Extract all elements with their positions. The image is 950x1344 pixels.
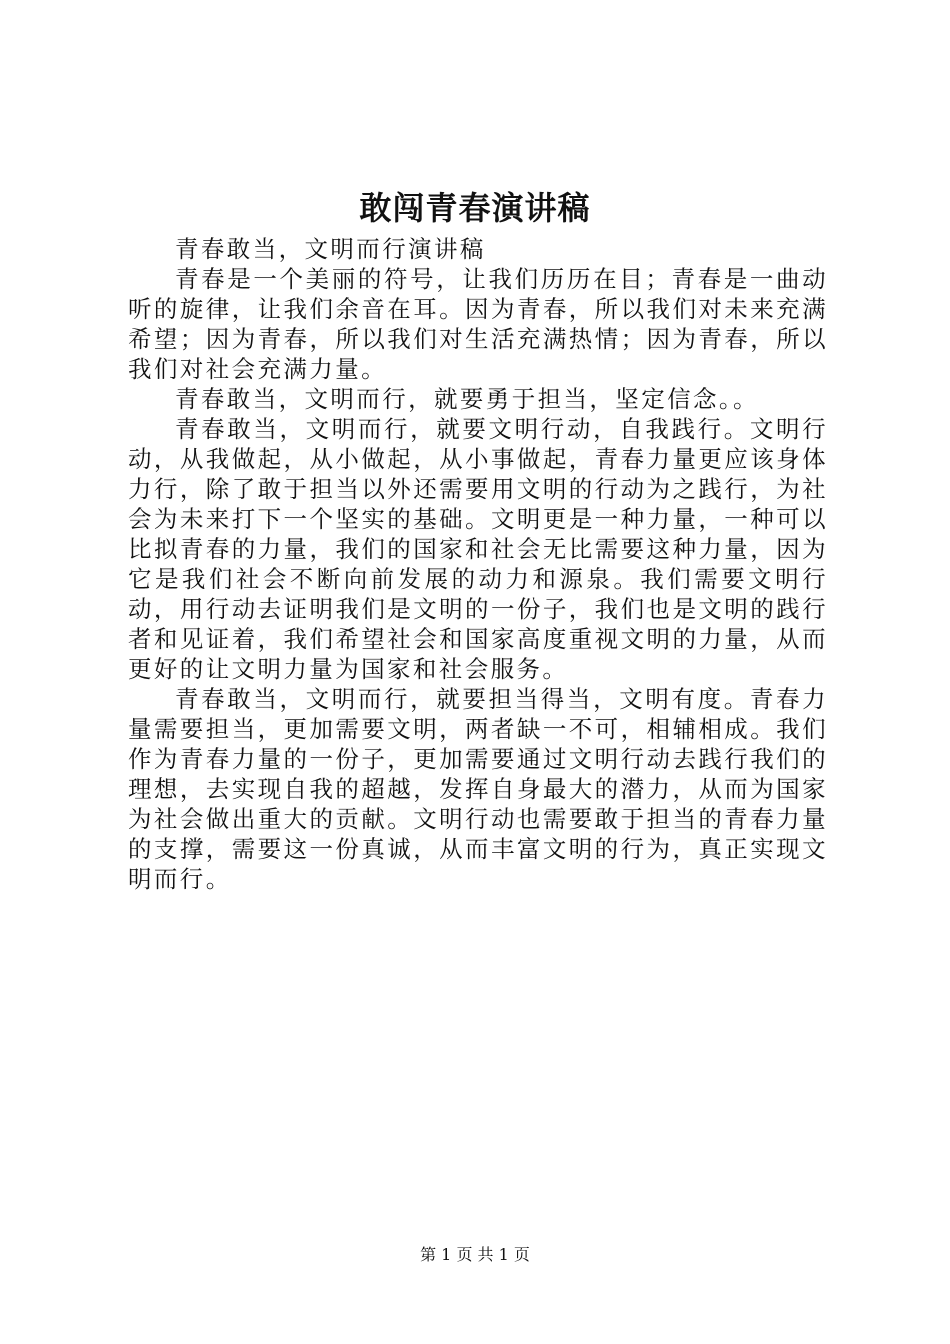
paragraph: 青春敢当，文明而行，就要勇于担当，坚定信念。。 — [175, 385, 759, 413]
paragraph: 青春是一个美丽的符号，让我们历历在目；青春是一曲动听的旋律，让我们余音在耳。因为青春，所以我们对未来充满希望；因为青春，所以我们对生活充满热情；因为青春，所以我们对社会充满力量。 — [128, 265, 828, 383]
paragraph: 青春敢当，文明而行，就要担当得当，文明有度。青春力量需要担当，更加需要文明，两者缺一不可，相辅相成。我们作为青春力量的一份子，更加需要通过文明行动去践行我们的理想，去实现自我的超越，发挥自身最大的潜力，从而为国家为社会做出重大的贡献。文明行动也需要敢于担当的青春力量的支撑，需要这一份真诚，从而丰富文明的行为，真正实现文明而行。 — [128, 685, 828, 893]
page-number-footer: 第 1 页 共 1 页 — [420, 1245, 530, 1264]
paragraph-subtitle: 青春敢当，文明而行演讲稿 — [175, 235, 486, 263]
paragraph: 青春敢当，文明而行，就要文明行动，自我践行。文明行动，从我做起，从小做起，从小事做起，青春力量更应该身体力行，除了敢于担当以外还需要用文明的行动为之践行，为社会为未来打下一个坚实的基础。文明更是一种力量，一种可以比拟青春的力量，我们的国家和社会无比需要这种力量，因为它是我们社会不断向前发展的动力和源泉。我们需要文明行动，用行动去证明我们是文明的一份子，我们也是文明的践行者和见证着，我们希望社会和国家高度重视文明的力量，从而更好的让文明力量为国家和社会服务。 — [128, 415, 828, 683]
document-body — [128, 234, 828, 894]
document-title: 敢闯青春演讲稿 — [359, 189, 591, 227]
